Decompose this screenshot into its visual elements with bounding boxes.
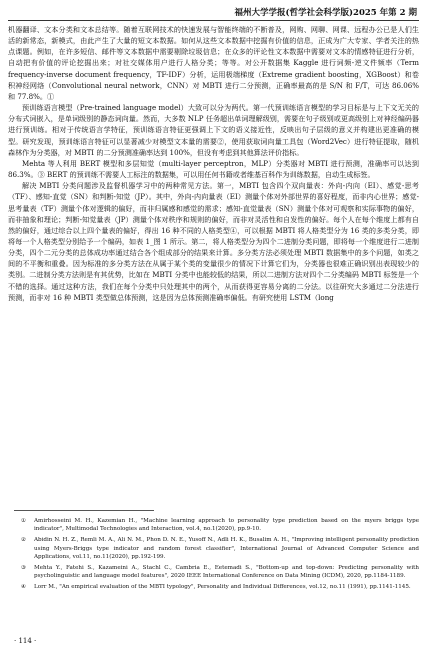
footnote-1 [8,517,419,533]
footnote-3 [8,564,419,580]
footnote-marker: ② [20,537,26,544]
paragraph-1: 机器翻译、文本分类和文本总结等。随着互联网技术的快速发展与智能终端的不断普及，网购、网聊、网课、远程办公已是人们生活的新常态，新模式，由此产生了大量的短文本数据。如何从这些文本数据中挖掘有价值的信息，正成为广大专家、学者关注的热点课题。例如，在许多短信、邮件等文本数据中需要剔除垃圾信息；在众多的评论性文本数据中需要对文本的情感特征进行分析，自动把有价值的评论挖掘出来；对社交媒体用户进行人格分类；等等。对公开数据集 Kaggle 进行词频-逆文件频率（Term frequency-inverse document frequency，TF-IDF）分析，运用极端梯度（Extreme gradient boosting，XGBoost）和卷积神经网络（Convolutional neural network，CNN）对 MBTI 进行二分预测，正确率最高的是 S/N 和 F/T，可达 86.06% 和 77.8%。① [8,25,419,101]
footnote-marker: ④ [20,584,26,591]
running-header: 福州大学学报(哲学社会科学版)2025 年第 2 期 [234,8,417,18]
footnote-text: Lorr M., "An empirical evaluation of the MBTI typology", Personality and Individual Differences, vol.12, no.11 (1991), pp.1141-1145. [34,584,411,591]
footnotes [8,517,419,595]
footnote-rule [14,510,154,511]
footnote-text: Abidin N. H. Z., Remli M. A., Ali N. M., Phon D. N. E., Yusoff N., Adli H. K., Busalim A. H., "Improving intelligent personality prediction using Myers-Briggs type indicator and random forest classifier", International Journal of Advanced Computer Science and Applications, vol.11, no.11(2020), pp.192-199. [34,537,419,560]
footnote-text: Mehta Y., Fatehi S., Kazameini A., Stachl C., Cambria E., Eetemadi S., "Bottom-up and top-down: Predicting personality with psycholinguistic and language model features", 2020 IEEE International Conference on Data Mining (ICDM), 2020, pp.1184-1189. [34,565,419,580]
page-number: · 114 · [14,637,37,645]
footnote-marker: ③ [20,565,26,572]
paragraph-2: 预训练语言模型（Pre-trained language model）大致可以分为两代。第一代预训练语言模型的学习目标是与上下文无关的分布式词嵌入，是单词级别的静态词向量。然而，大多数 NLP 任务超出单词理解级别，需要在句子级别或更高级别上对神经编码器进行预训练。相对于传统语言学特征，预训练语言特征更强调上下文的语义接近性，反映出句子层级的意义并构建出更准确的模型。研究发现，预训练语言特征可以显著减少对模型文本量的需要②，使用获取词向量工具包（Word2Vec）进行特征提取，随机森林作为分类器，对 MBTI 的二分预测准确率达到 100%，但没有考虑到其他算法评价指标。 [8,103,419,157]
footnote-4 [8,583,419,591]
footnote-marker: ① [20,518,26,524]
paragraph-3: Mehta 等人利用 BERT 模型和多层知觉（multi-layer perceptron，MLP）分类器对 MBTI 进行预测，准确率可以达到 86.3%。③ BERT 的预训练不需要人工标注的数据集，可以用任何书籍或者维基百科作为训练数据，自动生成标签。 [8,158,419,180]
footnote-text: Amirhosseini M. H., Kazemian H., "Machine learning approach to personality type prediction based on the myers briggs type indicator", Multimodal Technologies and Interaction, vol.4, no.1(2020), pp.9-10. [34,518,419,533]
header-rule [8,20,419,21]
paragraph-4: 解决 MBTI 分类问题涉及监督机器学习中的两种常见方法。第一，MBTI 包含四个双向量表：外向-内向（EI）、感觉-思考（TF）、感知-直觉（SN）和判断-知觉（JP）。其中，外向-内向量表（EI）测量个体对外部世界的喜好程度，而非内心世界；感觉-思考量表（TF）测量个体对逻辑的偏好，而非归属感和感觉的需求；感知-直觉量表（SN）测量个体对可观察和实际事物的偏好，而非抽象和理论；判断-知觉量表（JP）测量个体对秩序和规则的偏好，而非对灵活性和自发性的偏好。每个人在每个维度上都有自然的偏好，通过综合以上四个量表的偏好，得出 16 种不同的人格类型④，可以根据 MBTI 将人格类型分为 16 类的多类分类，即将每一个人格类型分别给予一个编码，如表 1_图 1 所示。第二，将人格类型分为四个二进制分类问题，即将每一个维度进行二进制分类，四个二元分类的总体成功率通过结合各个组成部分的结果来计算。多分类方法必须处理 MBTI 数据集中的多个问题，如类之间的不平衡和重叠。因为标准的多分类方法在从属于某个类的变量很少的情况下计算它们为，分类器也很难正确识别出表现较少的类别。二进制分类方法则是有其优势，比如在 MBTI 分类中也能较低的结果，所以二进制方法对四个二分类编码 MBTI 标签是一个不错的选择。通过这种方法，我们在每个分类中只处理其中的两个，从而获得更容易分离的二分法。以往研究大多通过二分法进行预测，而非对 16 种 MBTI 类型做总体预测，这是因为总体预测准确率偏低。有研究使用 LSTM（long [8,181,419,302]
footnote-2 [8,536,419,561]
main-body-text [8,24,419,303]
